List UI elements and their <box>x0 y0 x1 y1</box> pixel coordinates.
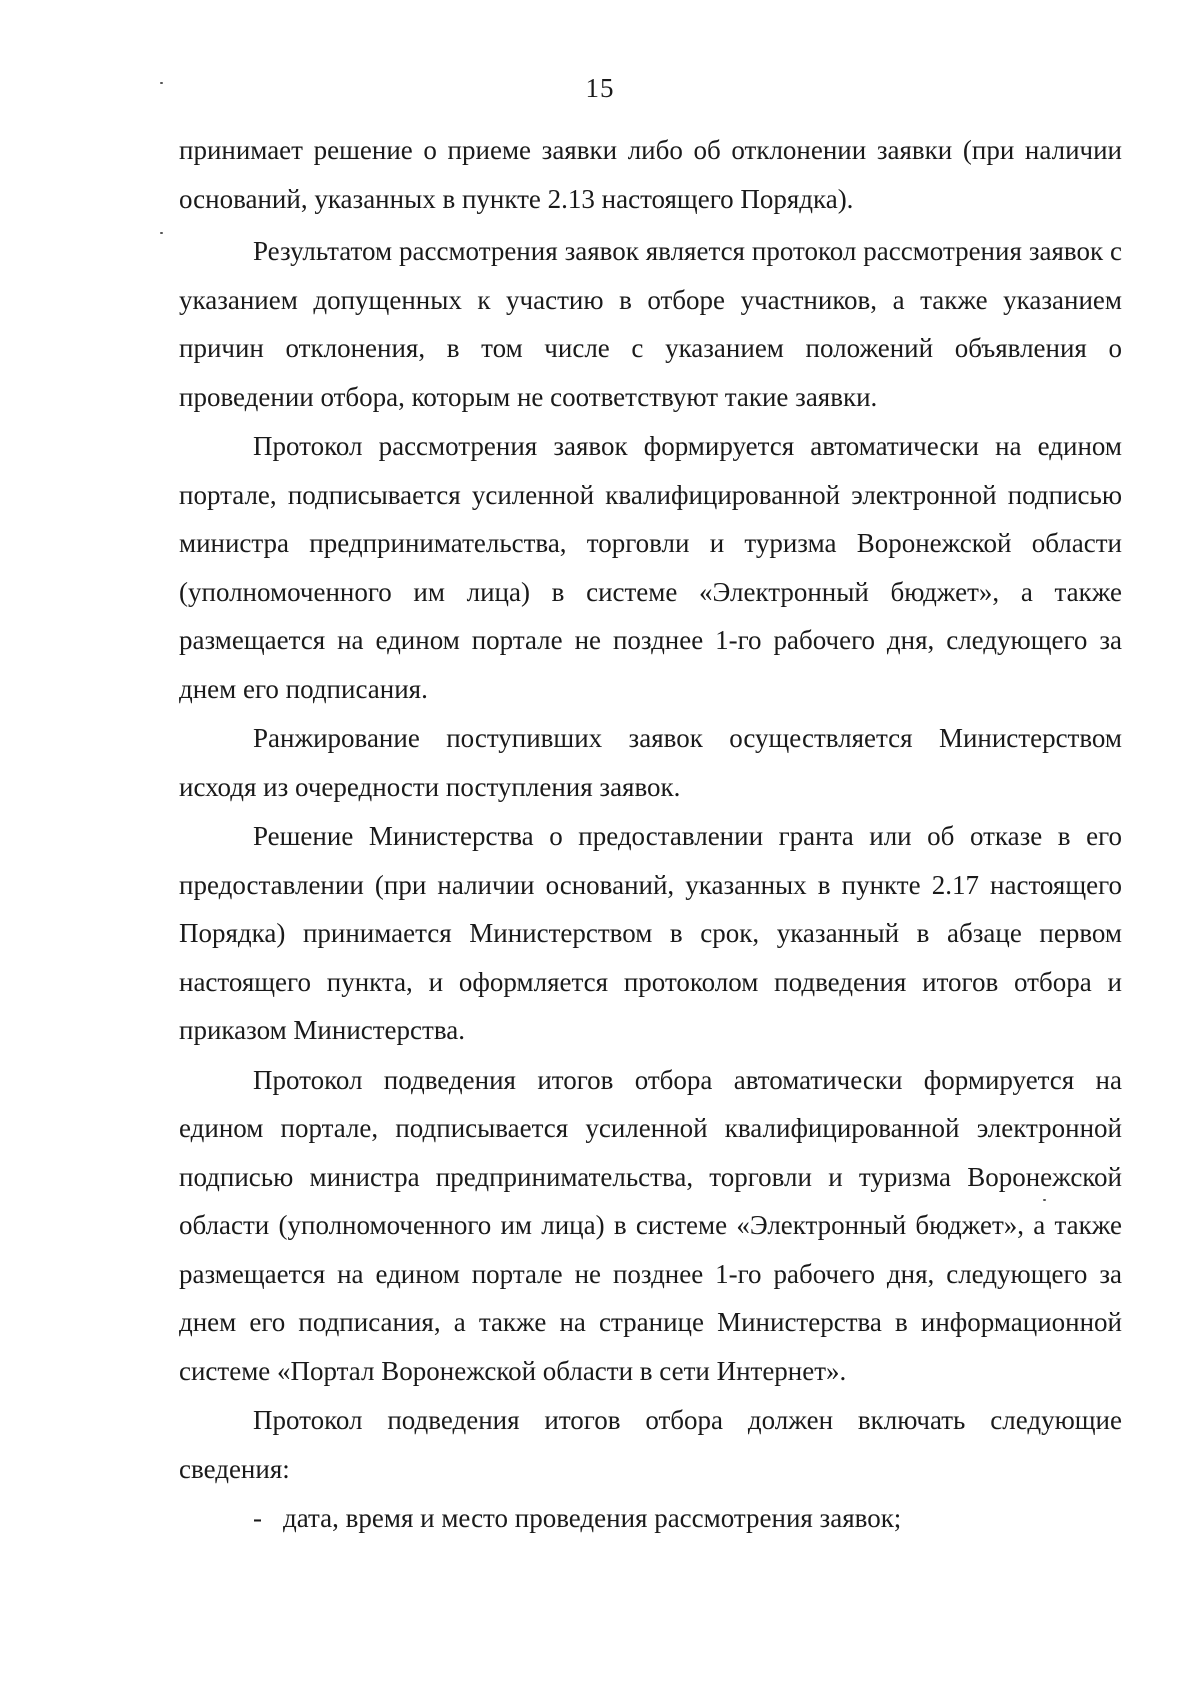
scan-speck <box>160 232 163 234</box>
paragraph: Протокол подведения итогов отбора автоматически формируется на едином портале, подписывается усиленной квалифицированной электронной подписью министра предпринимательства, торговли и туризма Воронежской области (уполномоченного им лица) в системе «Электронный бюджет», а также размещается на едином портале не позднее 1-го рабочего дня, следующего за днем его подписания, а также на странице Министерства в информационной системе «Портал Воронежской области в сети Интернет». <box>179 1064 1122 1386</box>
list-item-text: дата, время и место проведения рассмотрения заявок; <box>283 1503 902 1533</box>
paragraph-continuation: принимает решение о приеме заявки либо об отклонении заявки (при наличии оснований, указанных в пункте 2.13 настоящего Порядка). <box>179 135 1122 214</box>
paragraph: Протокол рассмотрения заявок формируется автоматически на едином портале, подписывается усиленной квалифицированной электронной подписью министра предпринимательства, торговли и туризма Воронежской области (уполномоченного им лица) в системе «Электронный бюджет», а также размещается на едином портале не позднее 1-го рабочего дня, следующего за днем его подписания. <box>179 431 1122 704</box>
paragraph: Решение Министерства о предоставлении гранта или об отказе в его предоставлении (при наличии оснований, указанных в пункте 2.17 настоящего Порядка) принимается Министерством в срок, указанный в абзаце первом настоящего пункта, и оформляется протоколом подведения итогов отбора и приказом Министерства. <box>179 821 1122 1045</box>
list-item <box>179 1494 1122 1543</box>
paragraph: Протокол подведения итогов отбора должен включать следующие сведения: <box>179 1405 1122 1484</box>
document-body <box>179 126 1122 1543</box>
list-marker: - <box>253 1503 262 1533</box>
page-number: 15 <box>585 73 615 103</box>
paragraph: Ранжирование поступивших заявок осуществляется Министерством исходя из очередности поступления заявок. <box>179 723 1122 802</box>
paragraph: Результатом рассмотрения заявок является протокол рассмотрения заявок с указанием допущенных к участию в отборе участников, а также указанием причин отклонения, в том числе с указанием положений объявления о проведении отбора, которым не соответствуют такие заявки. <box>179 236 1122 412</box>
